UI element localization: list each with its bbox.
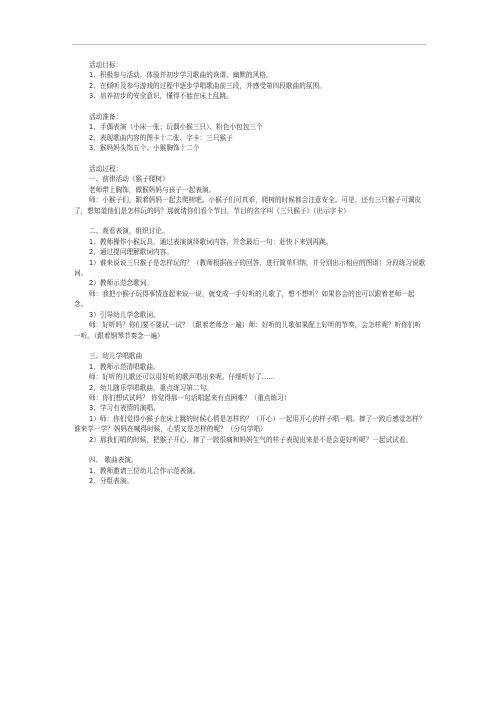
- paragraph: 师：好听吗？你们要不要试一试？（跟着老师念一遍）师：好听的儿歌如果配上好听的节奏，会怎样呢？听你们听一听。（跟着钢琴节奏念一遍）: [74, 321, 422, 340]
- process-heading: 活动过程：: [89, 165, 123, 174]
- header-rule: [72, 44, 426, 45]
- section-title: 三、幼儿学唱歌曲: [89, 352, 143, 361]
- paragraph: 师：我把小猴子玩得事情连起来说一说，就变成一手好听的儿歌了，想不想听？如果你会的也可以跟着老师一起念。: [74, 289, 415, 309]
- paragraph: 2、通过提问理解歌词内容。: [89, 248, 173, 257]
- spacer: [74, 154, 426, 164]
- paragraph: 2）教师示范念歌词。: [89, 279, 154, 288]
- paragraph: 3）引导幼儿学念歌词。: [89, 310, 160, 319]
- prep-heading: 活动准备：: [89, 113, 123, 122]
- document-body: [74, 60, 426, 487]
- paragraph: 2、幼儿随乐学唱歌曲，重点练习第二句。: [89, 383, 213, 392]
- paragraph: 1、教师示范清唱歌曲。: [89, 362, 160, 371]
- paragraph: 1）谁来说说三只猴子是怎样玩的？（教师根据孩子的回答，进行简单归纳，并分别出示相应的图谱）分段练习说歌词。: [74, 258, 426, 278]
- paragraph: 老师带上胸饰，做猴妈妈与孩子一起表演。: [89, 185, 216, 194]
- prep-item: 1、手偶表演（小床一张；玩偶小猴三只）、粉色小包包三个: [89, 123, 263, 132]
- spacer: [74, 445, 426, 455]
- paragraph: 师：你们想试试吗？ 你觉得那一句话唱起来有点困难？（重点练习）: [89, 393, 291, 402]
- section-title: 四、 歌曲表演。: [89, 456, 138, 465]
- section-title: 二、观看表演，组织讨论。: [89, 227, 169, 236]
- goal-item: 3、培养初步的安全意识，懂得不能在床上乱跳。: [89, 92, 233, 101]
- spacer: [74, 102, 426, 112]
- paragraph: 3、学习有表情的演唱。: [89, 404, 160, 413]
- paragraph: 2）那我们唱的时候，把猴子开心、摔了一跤很痛和妈妈生气的样子表现出来是不是会更好听呢？一起试试看。: [89, 435, 413, 444]
- paragraph: 1、教师操作小猴玩具，通过表演演绎歌词内容，并念最后一句：赶快下来别再跳。: [89, 237, 333, 246]
- section-title: 一、前律活动《猴子爬树》: [89, 175, 169, 184]
- spacer: [74, 341, 426, 351]
- paragraph: 1、教师邀请三位幼儿合作示范表演。: [89, 466, 200, 475]
- goal-item: 2、在倾听及参与游戏的过程中逐步学唱歌曲前三段，并感受第四段歌曲的氛围。: [89, 81, 326, 90]
- goals-heading: 活动目标：: [89, 61, 123, 69]
- paragraph: 师：小猴子们，跟着妈妈一起去爬树吧。小猴子们可真乖，爬树的时候都会注意安全。可是，还有三只猴子可调皮了，想知道他们是怎样玩的吗？那就请你们看个节目，节目的名字叫《三只猴子》（出示字卡）: [74, 196, 422, 215]
- goal-item: 1、积极参与活动，体验并初步学习歌曲的诙谐、幽默的风格。: [89, 71, 273, 80]
- paragraph: 2、分组表演。: [89, 477, 134, 486]
- prep-item: 3、猴妈妈头饰五个、小猴胸饰十二个: [89, 144, 200, 153]
- spacer: [74, 216, 426, 226]
- prep-item: 2、表现歌曲内容的图卡十二张、字卡：三只猴子: [89, 133, 233, 142]
- paragraph: 1）师：你们觉得小猴子在床上跳的时候心情是怎样的？（开心）一起用开心的样子唱一唱。摔了一跤后感觉怎样？谁来学一学？妈妈在喊得时候，心情又是怎样的呢？（分句学唱）: [74, 414, 426, 434]
- paragraph: 师：好听的儿歌还可以用好听的歌声唱出来呢。仔细听好了……: [89, 373, 276, 382]
